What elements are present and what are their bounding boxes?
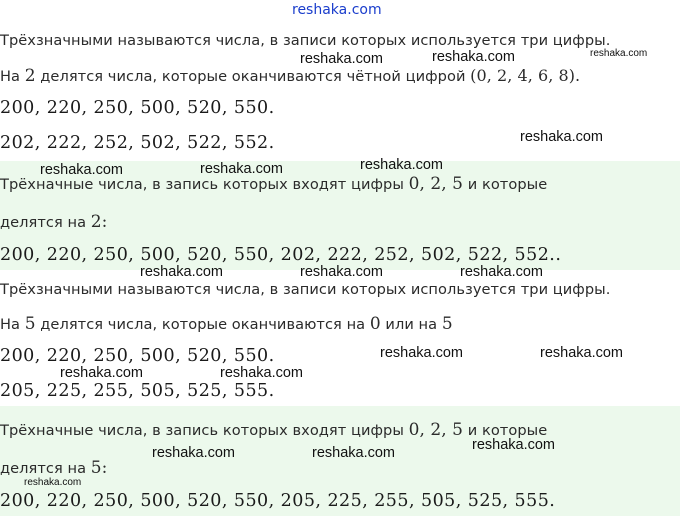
even-digits: (0, 2, 4, 6, 8). bbox=[470, 66, 581, 85]
numbers-ending-0-b: 200, 220, 250, 500, 520, 550. bbox=[0, 346, 275, 366]
answer-heading-tail: и которые bbox=[463, 176, 548, 193]
rule-number-2: 5 bbox=[24, 314, 36, 334]
watermark: reshaka.com bbox=[520, 129, 604, 145]
answer2-heading-text: Трёхначные числа, в запись которых входят цифры bbox=[0, 422, 409, 439]
rule-divisible-by-2 bbox=[0, 66, 580, 86]
digit-set: 0, 2, 5 bbox=[408, 174, 464, 194]
numbers-ending-2: 202, 222, 252, 502, 522, 552. bbox=[0, 133, 275, 153]
rule-divisible-by-5 bbox=[0, 314, 453, 334]
watermark: reshaka.com bbox=[300, 264, 384, 280]
answer2-heading-line1 bbox=[0, 420, 547, 440]
divisor: 2: bbox=[90, 212, 108, 232]
watermark: reshaka.com bbox=[312, 445, 396, 461]
watermark-top[interactable]: reshaka.com bbox=[292, 2, 382, 18]
rule-text: делятся числа, которые оканчиваются чётной цифрой bbox=[35, 68, 471, 85]
watermark: reshaka.com bbox=[40, 162, 124, 178]
watermark: reshaka.com bbox=[380, 345, 464, 361]
rule-prefix: На bbox=[0, 68, 25, 85]
watermark-small: reshaka.com bbox=[24, 477, 82, 488]
watermark: reshaka.com bbox=[540, 345, 624, 361]
rule-number: 2 bbox=[24, 66, 36, 86]
answer2-heading-tail: и которые bbox=[463, 422, 548, 439]
answer-numbers-div-5: 200, 220, 250, 500, 520, 550, 205, 225, 255, 505, 525, 555. bbox=[0, 491, 556, 511]
answer-numbers-div-2: 200, 220, 250, 500, 520, 550, 202, 222, 252, 502, 522, 552.. bbox=[0, 245, 562, 265]
numbers-ending-0: 200, 220, 250, 500, 520, 550. bbox=[0, 98, 275, 118]
watermark: reshaka.com bbox=[140, 264, 224, 280]
watermark: reshaka.com bbox=[460, 264, 544, 280]
divisor-2: 5: bbox=[90, 458, 108, 478]
watermark: reshaka.com bbox=[360, 157, 444, 173]
watermark: reshaka.com bbox=[432, 49, 516, 65]
watermark: reshaka.com bbox=[152, 445, 236, 461]
watermark: reshaka.com bbox=[300, 51, 384, 67]
digit-5: 5 bbox=[441, 314, 453, 334]
watermark: reshaka.com bbox=[200, 161, 284, 177]
watermark: reshaka.com bbox=[60, 365, 144, 381]
numbers-ending-5: 205, 225, 255, 505, 525, 555. bbox=[0, 381, 275, 401]
answer-heading-text: Трёхначные числа, в запись которых входят цифры bbox=[0, 176, 409, 193]
definition-line: Трёхзначными называются числа, в записи которых используется три цифры. bbox=[0, 32, 611, 49]
watermark: reshaka.com bbox=[472, 437, 556, 453]
digit-set-2: 0, 2, 5 bbox=[408, 420, 464, 440]
rule-prefix-2: На bbox=[0, 316, 25, 333]
answer2-heading-text2: делятся на bbox=[0, 460, 91, 477]
answer-heading-line2 bbox=[0, 212, 107, 232]
watermark: reshaka.com bbox=[220, 365, 304, 381]
digit-0: 0 bbox=[369, 314, 381, 334]
watermark-small: reshaka.com bbox=[590, 48, 648, 59]
rule-text-2: делятся числа, которые оканчиваются на bbox=[35, 316, 370, 333]
answer2-heading-line2 bbox=[0, 458, 107, 478]
answer-heading-text2: делятся на bbox=[0, 214, 91, 231]
definition-line-2: Трёхзначными называются числа, в записи которых используется три цифры. bbox=[0, 281, 611, 298]
rule-text-3: или на bbox=[380, 316, 442, 333]
